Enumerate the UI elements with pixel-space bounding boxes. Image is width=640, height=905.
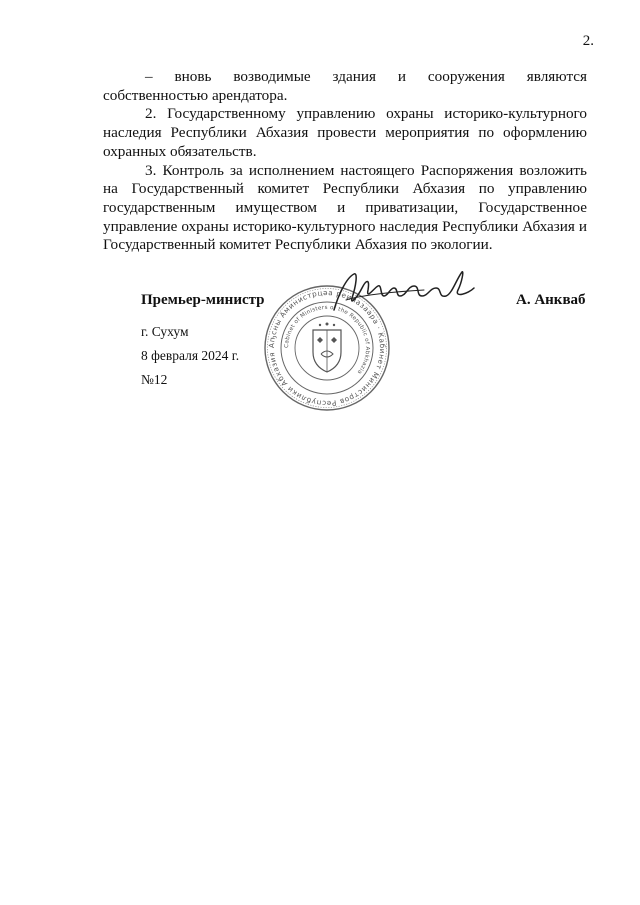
document-body bbox=[103, 68, 587, 255]
signatory-title: Премьер-министр bbox=[141, 292, 265, 308]
page-number: 2. bbox=[582, 33, 594, 49]
seal-inner-text: Cabinet of Ministers of the Republic of Abkhazia bbox=[283, 304, 371, 375]
signatory-name: А. Анкваб bbox=[516, 292, 586, 308]
document-date: 8 февраля 2024 г. bbox=[141, 348, 240, 363]
seal-outer-text: Аҧсны Аминистрцәа реилазаара · Кабинет Министров Республики Абхазия bbox=[266, 287, 388, 409]
document-number: №12 bbox=[141, 372, 168, 387]
document-city: г. Сухум bbox=[141, 324, 189, 339]
paragraph-control: 3. Контроль за исполнением настоящего Распоряжения возложить на Государственный комитет Республики Абхазия по управлению государственным имуществом и приватизации, Государственное управление охраны историко-культурного наследия Республики Абхазия и Государственный комитет Республики Абхазия по экологии. bbox=[103, 161, 587, 254]
handwritten-signature bbox=[328, 266, 478, 316]
paragraph-lessee-ownership: – вновь возводимые здания и сооружения являются собственностью арендатора. bbox=[103, 68, 587, 104]
coat-of-arms-emblem bbox=[313, 323, 341, 373]
paragraph-heritage-obligations: 2. Государственному управлению охраны историко-культурного наследия Республики Абхазия провести мероприятия по оформлению охранных обязательств. bbox=[103, 105, 587, 160]
